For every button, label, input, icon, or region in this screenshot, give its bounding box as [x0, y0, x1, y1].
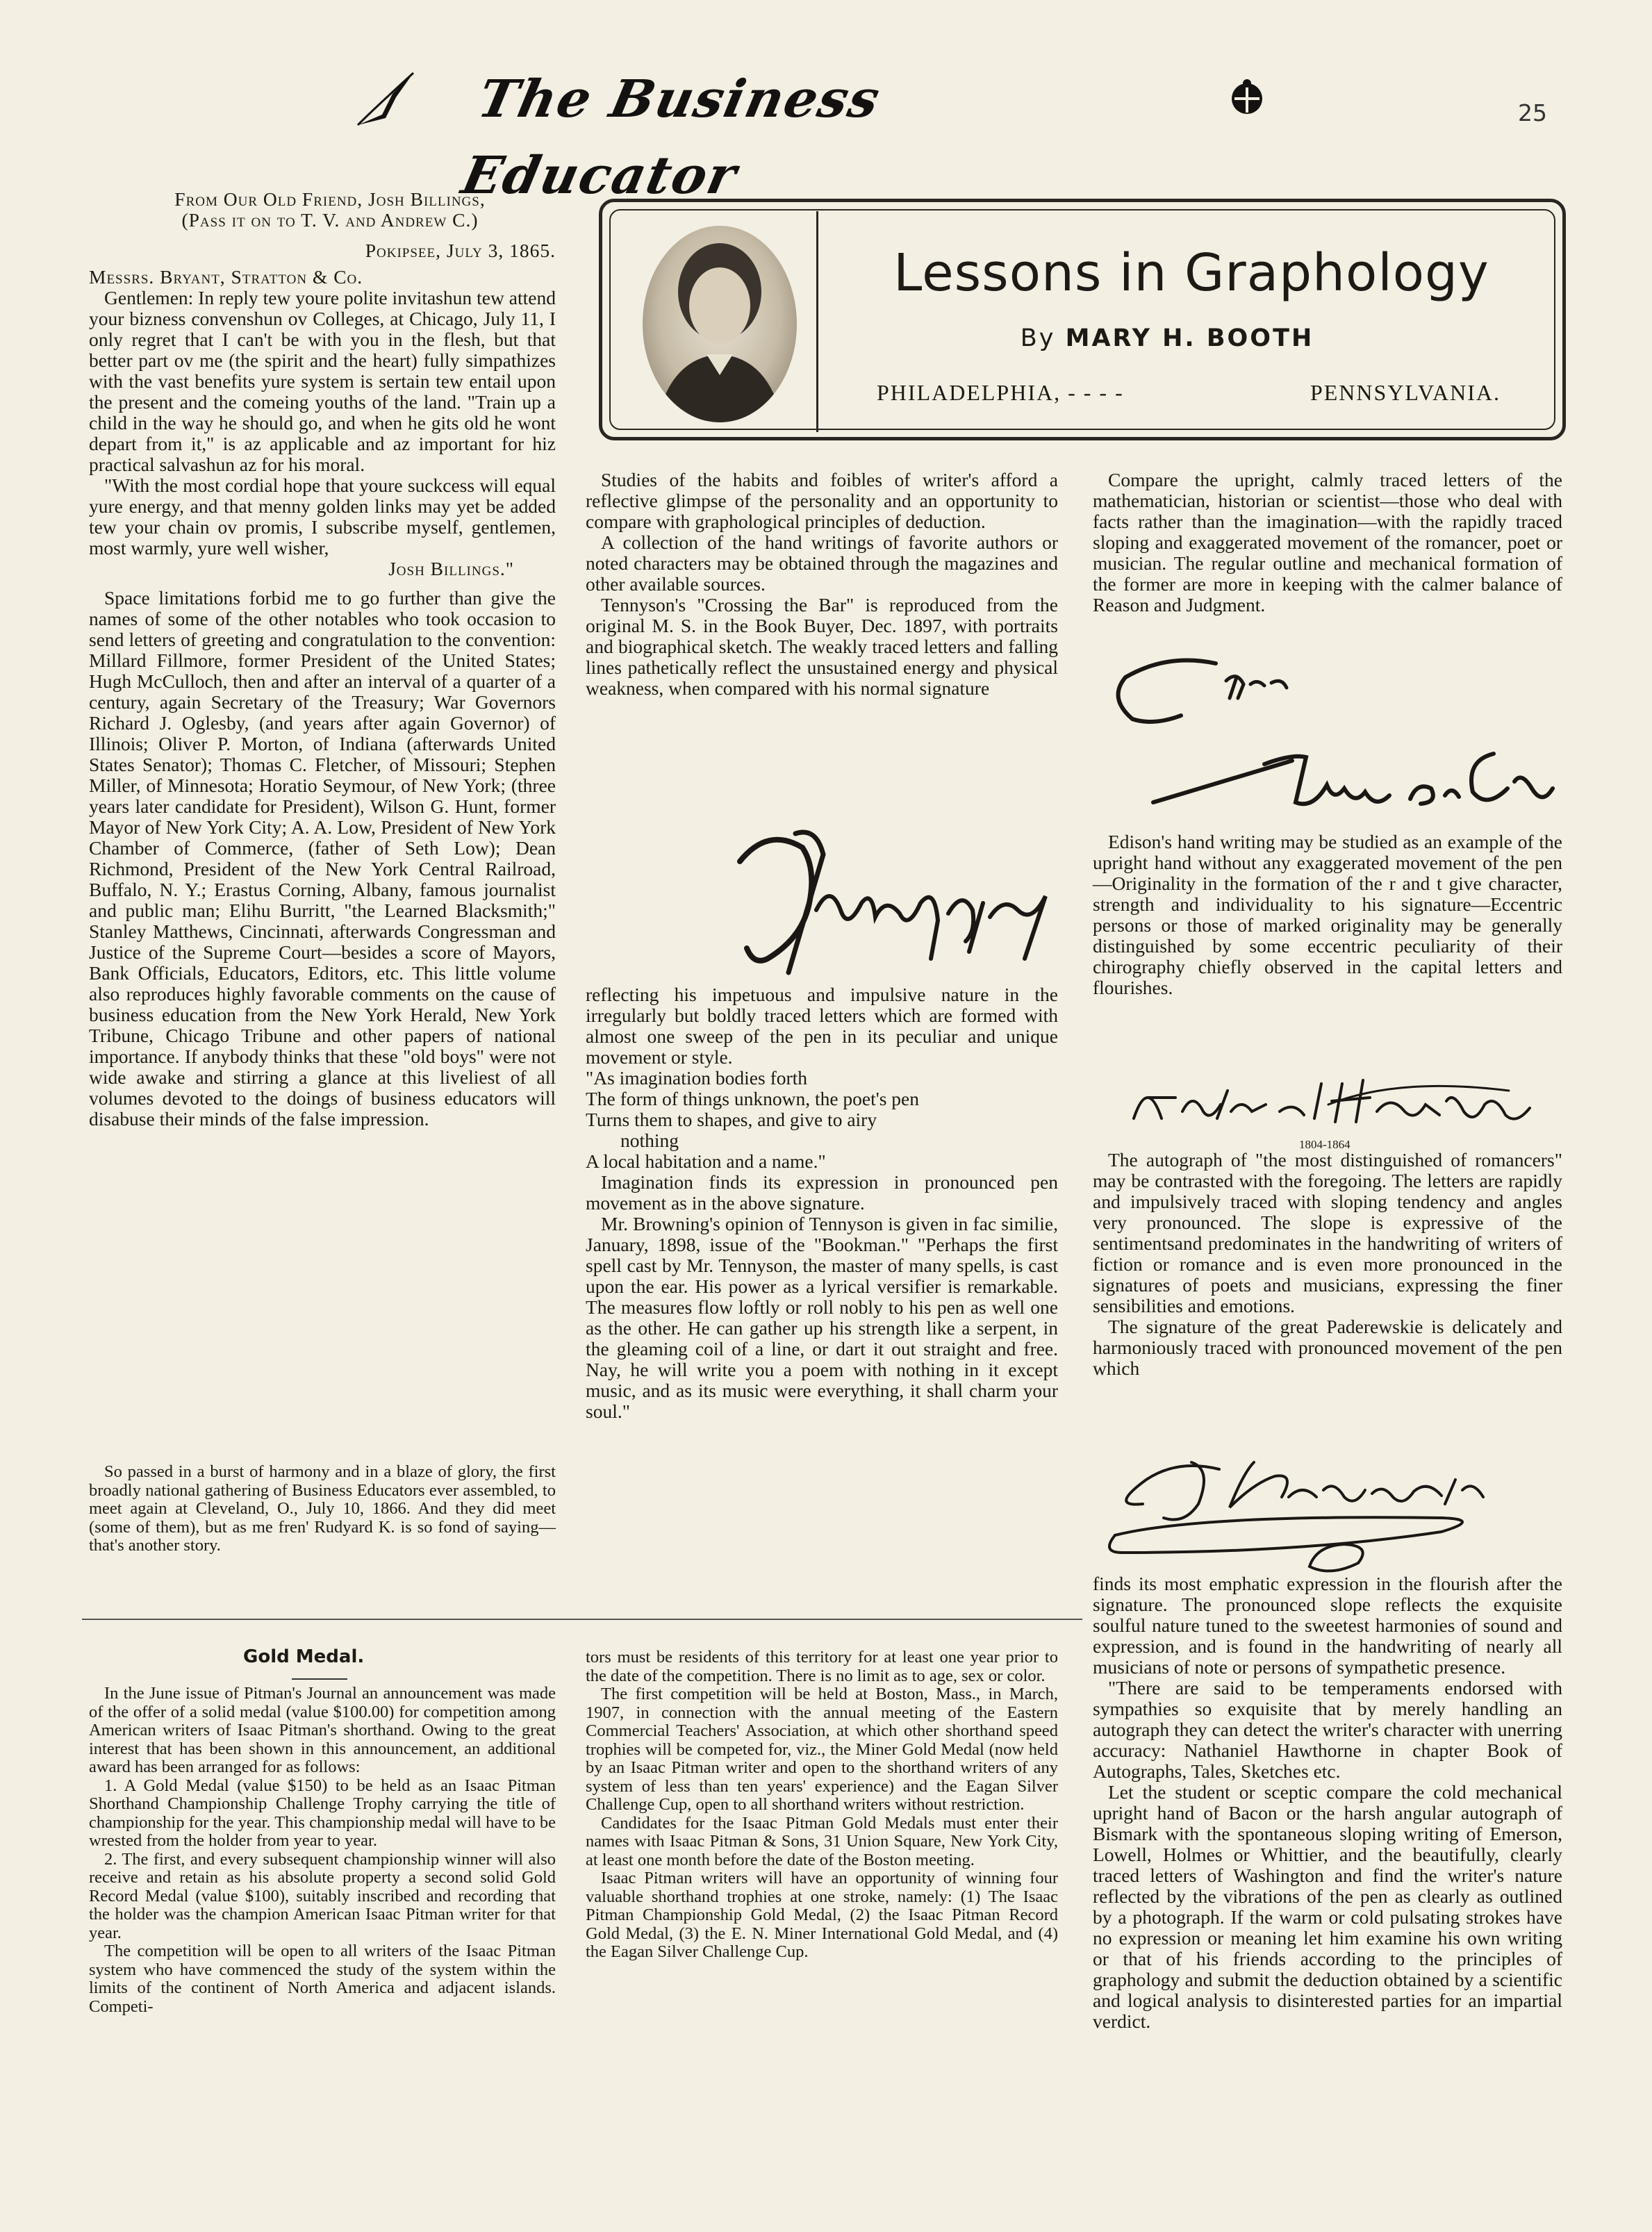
gold-medal-column-1 [89, 1685, 556, 2016]
gold-medal-paragraph: The first competition will be held at Boston, Mass., in March, 1907, in connection with the annual meeting of the Eastern Commercial Teachers' Association, at which other shorthand speed trophies will be competed for, viz., the Miner Gold Medal (now held by an Isaac Pitman writer and open to the shorthand writers of any system of less than ten years' experience) and the Eagan Silver Challenge Cup, open to all shorthand writers without restriction. [586, 1685, 1058, 1814]
gold-medal-paragraph: Isaac Pitman writers will have an opportunity of winning four valuable shorthand trophies at one stroke, namely: (1) The Isaac Pitman Championship Gold Medal, (2) the Isaac Pitman Record Gold Medal, (3) the E. N. Miner International Gold Medal, and (4) the Eagan Silver Challenge Cup. [586, 1869, 1058, 1961]
article-paragraph: Mr. Browning's opinion of Tennyson is given in fac similie, January, 1898, issue of the "Bookman." "Perhaps the first spell cast by Mr. Tennyson, the master of many spells, is cast upon the ear. His power as a lyrical versifier is remarkable. The measures flow loftly or roll nobly to his pen as well one as the other. He can gather up his strength like a serpent, in the gleaming coil of a line, or dart it out straight and free. Nay, he will write you a poem with nothing in it except music, and as its music were everything, it shall charm your soul." [586, 1213, 1058, 1422]
article-paragraph: Studies of the habits and foibles of writer's afford a reflective glimpse of the personality and an opportunity to compare with graphological principles of deduction. [586, 469, 1058, 532]
heading-rule [292, 1678, 347, 1680]
billings-title: From Our Old Friend, Josh Billings, [174, 188, 486, 210]
poem-line: "As imagination bodies forth [586, 1067, 808, 1089]
graphology-column-2-edison [1093, 832, 1562, 998]
byline [903, 321, 1431, 356]
article-paragraph: reflecting his impetuous and impulsive nature in the irregularly but boldly traced letters which are formed with almost one sweep of the pen in its peculiar and unique movement or style. [586, 984, 1058, 1068]
paderewski-signature [1094, 1441, 1567, 1580]
article-paragraph: Imagination finds its expression in pronounced pen movement as in the above signature. [586, 1171, 1058, 1214]
author-name: MARY H. BOOTH [1065, 324, 1314, 352]
tennyson-signature [726, 820, 1101, 986]
article-paragraph: Edison's hand writing may be studied as an example of the upright hand without any exaggerated movement of the pen—Originality in the formation of the r and t give character, strength and individuality to his signature—Eccentric persons or those of marked originality may be generally distinguished by some eccentric peculiarity of their chirography chiefly observed in the capital letters and flourishes. [1093, 831, 1562, 998]
billings-letter-paragraph: "With the most cordial hope that youre suckcess will equal yure energy, and that menny golden links may yet be added tew your chain ov promis, I subscribe myself, gentlemen, most warmly, yure well wisher, [89, 474, 556, 559]
emblem-icon [1226, 76, 1268, 118]
byline-by: By [1020, 324, 1056, 352]
billings-letter-paragraph: Gentlemen: In reply tew youre polite invitashun tew attend your bizness convenshun ov Colleges, at Chicago, July 11, I only regret that I can't be with you in the flesh, but that better part ov me (the spirit and the heart) fully simpathizes with the vast benefits yure system is sertain tew entail upon the present and the comeing youths of the land. "Train up a child in the way he should go, and when he gits old he wont depart from it," is az applicable and az important for hiz practical salvashun az for his moral. [89, 287, 556, 475]
graphology-column-2 [1093, 470, 1562, 615]
gold-medal-paragraph: 1. A Gold Medal (value $150) to be held as an Isaac Pitman Shorthand Championship Challenge Trophy carrying the title of championship for the year. This championship medal will have to be wrested from the holder from year to year. [89, 1776, 556, 1850]
gold-medal-column-2 [586, 1648, 1058, 1962]
article-title: Lessons in Graphology [893, 243, 1489, 303]
poem-line: nothing [620, 1130, 679, 1151]
poem-line: Turns them to shapes, and give to airy [586, 1109, 877, 1130]
poem-line: The form of things unknown, the poet's pen [586, 1088, 920, 1109]
gold-medal-paragraph: tors must be residents of this territory for at least one year prior to the date of the competition. There is no limit as to age, sex or color. [586, 1648, 1058, 1685]
author-portrait [643, 226, 797, 422]
author-city: PHILADELPHIA, - - - - [877, 380, 1124, 405]
gold-medal-paragraph: In the June issue of Pitman's Journal an announcement was made of the offer of a solid medal (value $100.00) for competition among American writers of Isaac Pitman's shorthand. Owing to the great interest that has been shown in this announcement, an additional award has been arranged for as follows: [89, 1684, 556, 1776]
article-paragraph: Compare the upright, calmly traced letters of the mathematician, historian or scientist—those who deal with facts rather than the imagination—with the rapidly traced sloping and exaggerated movement of the romancer, poet or musician. The regular outline and mechanical formation of the former are more in keeping with the calmer balance of Reason and Judgment. [1093, 469, 1562, 615]
section-divider [82, 1619, 1082, 1620]
gold-medal-paragraph: 2. The first, and every subsequent championship winner will also receive and retain as his absolute property a second solid Gold Record Medal (value $100), suitably inscribed and recording that the holder was the champion American Isaac Pitman writer for that year. [89, 1849, 556, 1942]
notables-paragraph: Space limitations forbid me to go further than give the names of some of the other notables who took occasion to send letters of greeting and congratulation to the convention: Millard Fillmore, former President of the United States; Hugh McCulloch, then and after an interval of a quarter of a century, again Secretary of the Treasury; War Governors Richard J. Oglesby, (and years after again Governor) of Illinois; Oliver P. Morton, of Indiana (afterwards United States Senator); Thomas C. Fletcher, of Missouri; Stephen Miller, of Minnesota; Horatio Seymour, of New York; (three years later candidate for President), Wilson G. Hunt, former Mayor of New York City; A. A. Low, President of New York Chamber of Commerce, (father of Seth Low); Dean Richmond, President of the New York Central Railroad, Buffalo, N. Y.; Erastus Corning, Albany, famous journalist and public man; Elihu Burritt, "the Learned Blacksmith;" Stanley Matthews, Cincinnati, afterwards Congressman and Justice of the Supreme Court—besides a score of Mayors, Bank Officials, Educators, Editors, etc. This little volume also reproduces highly favorable comments on the cause of business education from the New York Herald, New York Tribune, Chicago Tribune and other papers of national importance. If anybody thinks that these "old boys" were not wide awake and stirring a glance at this liveliest of all volumes devoted to the doings of business educators will disabuse their minds of the false impression. [89, 587, 556, 1130]
article-paragraph: Tennyson's "Crossing the Bar" is reproduced from the original M. S. in the Book Buyer, Dec. 1897, with portraits and biographical sketch. The weakly traced letters and falling lines pathetically reflect the unsustained energy and physical weakness, when compared with his normal signature [586, 594, 1058, 699]
page-number: 25 [1518, 99, 1547, 126]
poem-line: A local habitation and a name." [586, 1150, 826, 1172]
hawthorne-dates: 1804-1864 [1299, 1138, 1350, 1151]
graphology-column-1-continued [586, 984, 1058, 1422]
gold-medal-paragraph: Candidates for the Isaac Pitman Gold Medals must enter their names with Isaac Pitman & Sons, 31 Union Square, New York City, at least one month before the date of the Boston meeting. [586, 1813, 1058, 1869]
gold-medal-paragraph: The competition will be open to all writers of the Isaac Pitman system who have commenced the study of the system within the limits of the continent of North America and adjacent islands. Competi- [89, 1942, 556, 2016]
article-paragraph: "There are said to be temperaments endorsed with sympathies so exquisite that by merely handling an autograph they can detect the writer's character with unerring accuracy: Nathaniel Hawthorne in chapter Book of Autographs, Tales, Sketches etc. [1093, 1677, 1562, 1782]
quill-ornament-icon [354, 66, 417, 129]
author-state: PENNSYLVANIA. [1310, 380, 1501, 405]
article-paragraph: A collection of the hand writings of favorite authors or noted characters may be obtained through the magazines and other available sources. [586, 531, 1058, 595]
closing-paragraph [89, 1463, 556, 1555]
closing-paragraph-text: So passed in a burst of harmony and in a blaze of glory, the first broadly national gathering of Business Educators ever assembled, to meet again at Cleveland, O., July 10, 1866. And they did meet (some of them), but as me fren' Rudyard K. is so fond of saying—that's another story. [89, 1462, 556, 1555]
billings-salutation: Messrs. Bryant, Stratton & Co. [89, 266, 363, 288]
billings-signature: Josh Billings." [388, 558, 514, 579]
graphology-column-1 [586, 470, 1058, 699]
billings-subtitle: (Pass it on to T. V. and Andrew C.) [181, 209, 479, 231]
hawthorne-signature [1120, 1063, 1564, 1139]
article-paragraph: The autograph of "the most distinguished of romancers" may be contrasted with the foregoing. The letters are rapidly and impulsively traced with sloping tendency and angles very pronounced. The slope is expressive of the sentimentsand predominates in the handwriting of writers of fiction or romance and is even more pronounced in the signatures of poets and musicians, expressing the finer sensibilities and emotions. [1093, 1149, 1562, 1316]
edison-signature [1105, 650, 1563, 823]
graphology-column-2-hawthorne [1093, 1150, 1562, 1379]
article-paragraph: The signature of the great Paderewskie is delicately and harmoniously traced with pronounced movement of the pen which [1093, 1316, 1562, 1379]
article-paragraph: finds its most emphatic expression in the flourish after the signature. The pronounced slope reflects the exquisite soulful nature tuned to the sweetest harmonies of sound and expression, and is found in the handwriting of nearly all musicians of note or persons of sympathetic presence. [1093, 1573, 1562, 1678]
graphology-column-2-paderewski [1093, 1573, 1562, 2032]
gold-medal-heading: Gold Medal. [243, 1646, 365, 1667]
article-paragraph: Let the student or sceptic compare the cold mechanical upright hand of Bacon or the harsh angular autograph of Bismark with the spontaneous sloping writing of Emerson, Lowell, Holmes or Whittier, and the beautifully, clearly traced letters of Washington and find the writer's nature reflected by the vibrations of the pen as clearly as outlined by a photograph. If the warm or cold pulsating strokes have no expression or meaning let him examine his own writing or that of his friends according to the principles of graphology and submit the deduction obtained by a scientific and logical analysis to disinterested parties for an impartial verdict. [1093, 1781, 1562, 2032]
billings-column [89, 189, 556, 1130]
billings-dateline: Pokipsee, July 3, 1865. [365, 240, 556, 261]
masthead-title: The Business Educator [456, 69, 886, 206]
